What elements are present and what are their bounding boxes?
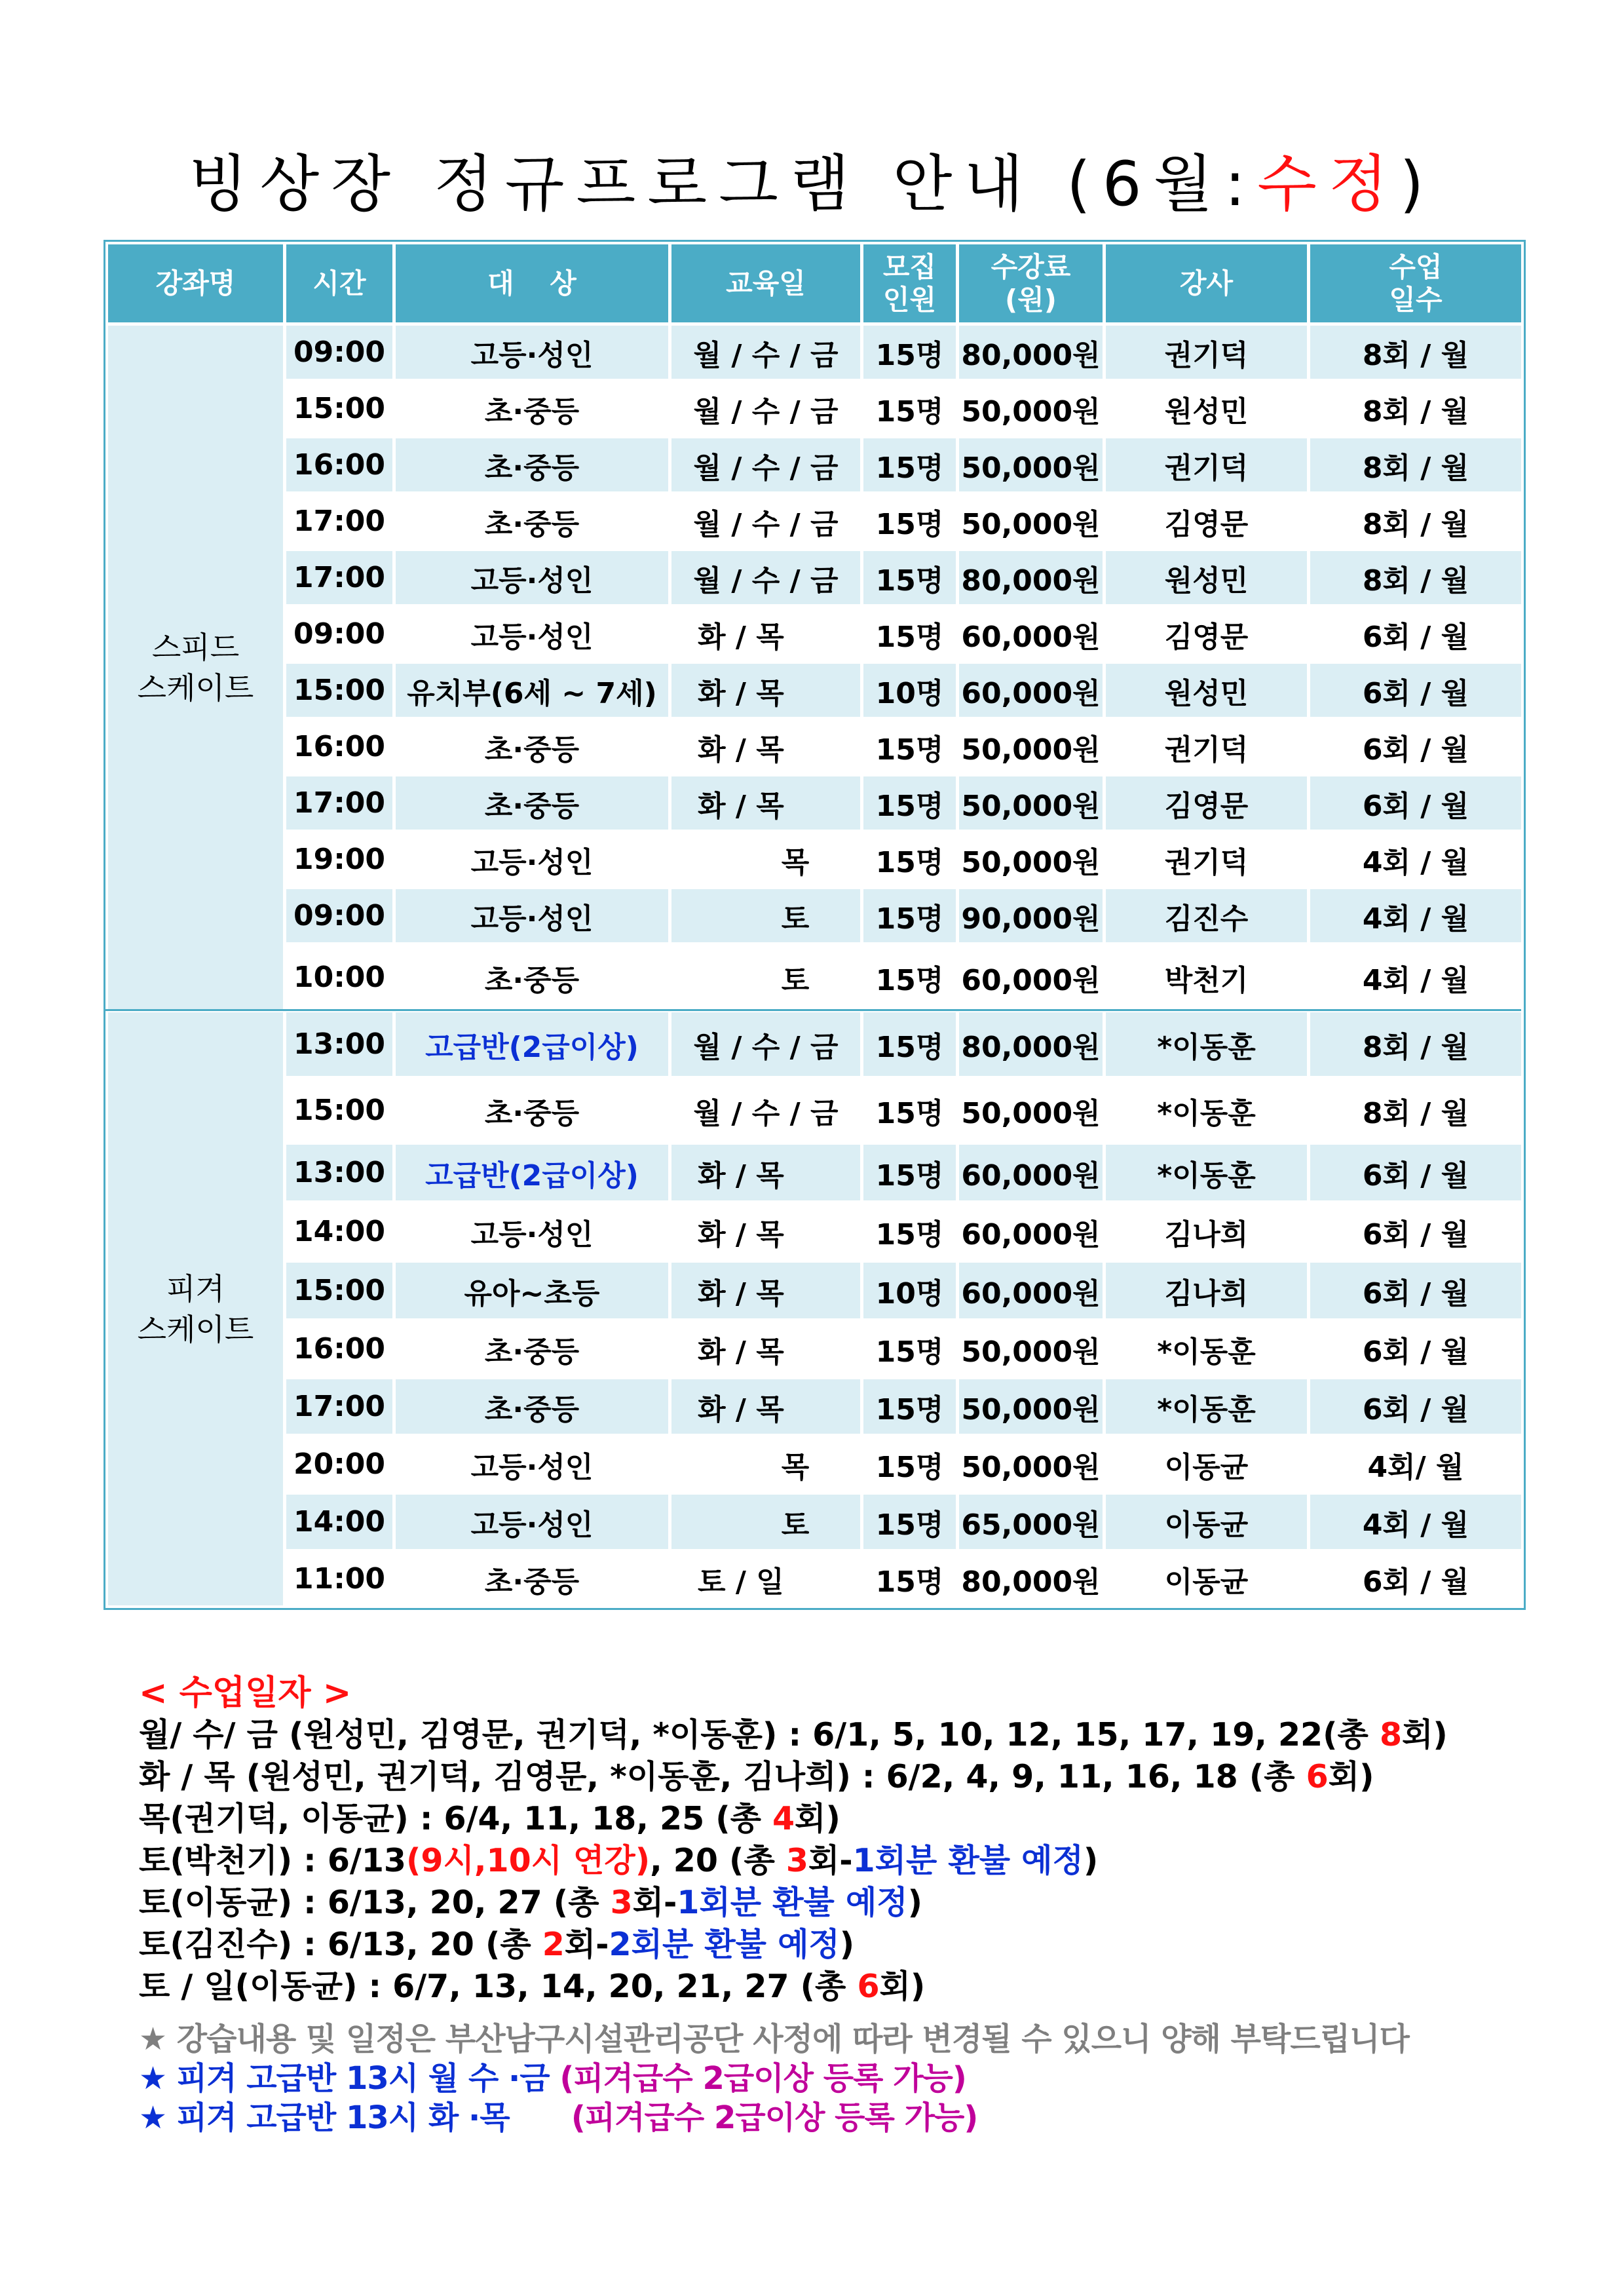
cell-instructor: 이동균 xyxy=(1105,1436,1309,1493)
cell-instructor: 김영문 xyxy=(1105,493,1309,550)
cell-capacity: 15명 xyxy=(862,888,958,944)
class-date-line xyxy=(139,1966,1580,2008)
class-date-line-segment: ) xyxy=(907,1884,922,1921)
cell-target: 고등·성인 xyxy=(394,832,670,888)
class-date-line-segment: 6 xyxy=(857,1968,880,2005)
cell-time: 10:00 xyxy=(285,944,394,1011)
header-sessions: 수업 일수 xyxy=(1309,243,1523,324)
cell-instructor: 김나희 xyxy=(1105,1202,1309,1261)
class-date-line xyxy=(139,1924,1580,1966)
cell-target: 초·중등 xyxy=(394,493,670,550)
cell-sessions: 4회 / 월 xyxy=(1309,888,1523,944)
cell-time: 17:00 xyxy=(285,550,394,606)
cell-fee: 60,000원 xyxy=(958,606,1105,662)
schedule-table xyxy=(105,241,1524,1609)
page-title xyxy=(0,134,1624,220)
table-row xyxy=(107,1143,1523,1202)
cell-capacity: 15명 xyxy=(862,1493,958,1551)
cell-sessions: 8회 / 월 xyxy=(1309,1011,1523,1078)
cell-time: 13:00 xyxy=(285,1143,394,1202)
class-date-line xyxy=(139,1840,1580,1882)
cell-days: 화 / 목 xyxy=(670,1320,862,1378)
cell-fee: 50,000원 xyxy=(958,1378,1105,1436)
cell-capacity: 15명 xyxy=(862,832,958,888)
cell-capacity: 15명 xyxy=(862,381,958,437)
cell-instructor: 권기덕 xyxy=(1105,719,1309,775)
cell-fee: 65,000원 xyxy=(958,1493,1105,1551)
table-row xyxy=(107,1493,1523,1551)
cell-days: 화 / 목 xyxy=(670,1143,862,1202)
table-row xyxy=(107,719,1523,775)
cell-capacity: 15명 xyxy=(862,606,958,662)
class-date-line-segment: 회- xyxy=(808,1842,853,1879)
cell-target: 초·중등 xyxy=(394,1378,670,1436)
class-date-line-segment: ) xyxy=(839,1926,855,1963)
cell-days: 월 / 수 / 금 xyxy=(670,550,862,606)
cell-time: 17:00 xyxy=(285,775,394,832)
cell-days: 화 / 목 xyxy=(670,775,862,832)
cell-instructor: *이동훈 xyxy=(1105,1143,1309,1202)
cell-instructor: 박천기 xyxy=(1105,944,1309,1011)
table-row xyxy=(107,493,1523,550)
header-course: 강좌명 xyxy=(107,243,285,324)
cell-sessions: 8회 / 월 xyxy=(1309,324,1523,381)
class-date-line-segment: 1회분 환불 예정 xyxy=(677,1884,908,1921)
cell-fee: 50,000원 xyxy=(958,1320,1105,1378)
cell-capacity: 15명 xyxy=(862,944,958,1011)
cell-capacity: 15명 xyxy=(862,719,958,775)
cell-sessions: 6회 / 월 xyxy=(1309,662,1523,719)
cell-capacity: 10명 xyxy=(862,662,958,719)
class-date-line-segment: 토(이동균) : 6/13, 20, 27 (총 xyxy=(139,1884,611,1921)
header-fee: 수강료 (원) xyxy=(958,243,1105,324)
footnote-line-segment: (피겨급수 2급이상 등록 가능) xyxy=(559,2060,966,2097)
cell-time: 14:00 xyxy=(285,1202,394,1261)
footnote-line xyxy=(139,2059,1580,2098)
cell-fee: 50,000원 xyxy=(958,493,1105,550)
class-date-line-segment: 회) xyxy=(1328,1758,1374,1795)
cell-capacity: 15명 xyxy=(862,1011,958,1078)
cell-target: 초·중등 xyxy=(394,944,670,1011)
class-date-line-segment: 토(김진수) : 6/13, 20 (총 xyxy=(139,1926,542,1963)
cell-instructor: *이동훈 xyxy=(1105,1078,1309,1143)
cell-sessions: 4회 / 월 xyxy=(1309,832,1523,888)
cell-sessions: 8회 / 월 xyxy=(1309,1078,1523,1143)
cell-sessions: 6회 / 월 xyxy=(1309,1202,1523,1261)
cell-capacity: 10명 xyxy=(862,1261,958,1320)
cell-target: 초·중등 xyxy=(394,719,670,775)
class-dates-notes xyxy=(139,1672,1580,2137)
footnote-line-segment: ★ 강습내용 및 일정은 부산남구시설관리공단 사정에 따라 변경될 수 있으니 양해 부탁드립니다 xyxy=(139,2021,1409,2057)
cell-instructor: 원성민 xyxy=(1105,662,1309,719)
cell-days: 화 / 목 xyxy=(670,719,862,775)
cell-instructor: 원성민 xyxy=(1105,381,1309,437)
class-date-line-segment: 4 xyxy=(772,1800,795,1837)
cell-target: 초·중등 xyxy=(394,1078,670,1143)
cell-target: 고등·성인 xyxy=(394,324,670,381)
class-date-line xyxy=(139,1798,1580,1840)
class-date-line xyxy=(139,1756,1580,1798)
cell-sessions: 6회 / 월 xyxy=(1309,719,1523,775)
title-close: ) xyxy=(1399,149,1436,220)
cell-fee: 80,000원 xyxy=(958,1551,1105,1607)
class-date-line-segment: 화 / 목 (원성민, 권기덕, 김영문, *이동훈, 김나희) : 6/2, 4, 9, 11, 16, 18 (총 xyxy=(139,1758,1306,1795)
cell-time: 16:00 xyxy=(285,1320,394,1378)
table-row xyxy=(107,775,1523,832)
cell-fee: 60,000원 xyxy=(958,1261,1105,1320)
table-row xyxy=(107,550,1523,606)
cell-sessions: 6회 / 월 xyxy=(1309,1320,1523,1378)
cell-fee: 60,000원 xyxy=(958,662,1105,719)
cell-days: 화 / 목 xyxy=(670,606,862,662)
cell-target: 고등·성인 xyxy=(394,606,670,662)
class-date-line-segment: , 20 (총 xyxy=(650,1842,786,1879)
table-row xyxy=(107,888,1523,944)
cell-target: 초·중등 xyxy=(394,381,670,437)
cell-instructor: 권기덕 xyxy=(1105,437,1309,493)
class-date-line-segment: 8 xyxy=(1379,1716,1403,1753)
cell-sessions: 4회 / 월 xyxy=(1309,944,1523,1011)
cell-target: 초·중등 xyxy=(394,1551,670,1607)
cell-capacity: 15명 xyxy=(862,1143,958,1202)
cell-time: 11:00 xyxy=(285,1551,394,1607)
table-row xyxy=(107,832,1523,888)
cell-days: 화 / 목 xyxy=(670,1202,862,1261)
cell-time: 16:00 xyxy=(285,437,394,493)
class-date-line-segment: 월/ 수/ 금 (원성민, 김영문, 권기덕, *이동훈) : 6/1, 5, 10, 12, 15, 17, 19, 22(총 xyxy=(139,1716,1380,1753)
class-date-line-segment: 회) xyxy=(795,1800,840,1837)
cell-days: 화 / 목 xyxy=(670,1378,862,1436)
cell-fee: 50,000원 xyxy=(958,1436,1105,1493)
cell-instructor: 김영문 xyxy=(1105,775,1309,832)
cell-target: 고등·성인 xyxy=(394,1493,670,1551)
cell-target: 고등·성인 xyxy=(394,1436,670,1493)
table-row xyxy=(107,944,1523,1011)
cell-sessions: 4회/ 월 xyxy=(1309,1436,1523,1493)
cell-time: 16:00 xyxy=(285,719,394,775)
cell-days: 월 / 수 / 금 xyxy=(670,1078,862,1143)
table-row xyxy=(107,1436,1523,1493)
cell-capacity: 15명 xyxy=(862,1378,958,1436)
class-date-line-segment: 회) xyxy=(879,1968,926,2005)
header-capacity: 모집 인원 xyxy=(862,243,958,324)
cell-sessions: 8회 / 월 xyxy=(1309,493,1523,550)
class-date-line-segment: ) xyxy=(1083,1842,1099,1879)
header-instructor: 강사 xyxy=(1105,243,1309,324)
cell-sessions: 6회 / 월 xyxy=(1309,1378,1523,1436)
cell-time: 15:00 xyxy=(285,1261,394,1320)
cell-capacity: 15명 xyxy=(862,324,958,381)
cell-fee: 90,000원 xyxy=(958,888,1105,944)
cell-days: 목 xyxy=(670,1436,862,1493)
cell-instructor: 김영문 xyxy=(1105,606,1309,662)
table-row xyxy=(107,437,1523,493)
section-divider xyxy=(105,1009,1521,1011)
footnote-line-segment: (피겨급수 2급이상 등록 가능) xyxy=(571,2099,978,2136)
cell-time: 15:00 xyxy=(285,662,394,719)
cell-time: 15:00 xyxy=(285,381,394,437)
cell-time: 20:00 xyxy=(285,1436,394,1493)
cell-fee: 60,000원 xyxy=(958,1202,1105,1261)
cell-time: 15:00 xyxy=(285,1078,394,1143)
class-date-line-segment: (9시,10시 연강) xyxy=(406,1842,651,1879)
table-row xyxy=(107,381,1523,437)
cell-time: 09:00 xyxy=(285,324,394,381)
table-row xyxy=(107,606,1523,662)
cell-days: 토 xyxy=(670,1493,862,1551)
cell-days: 월 / 수 / 금 xyxy=(670,1011,862,1078)
cell-instructor: *이동훈 xyxy=(1105,1011,1309,1078)
class-date-line-segment: 목(권기덕, 이동균) : 6/4, 11, 18, 25 (총 xyxy=(139,1800,773,1837)
class-date-line-segment: 2 xyxy=(542,1926,565,1963)
class-date-line-segment: 1회분 환불 예정 xyxy=(852,1842,1084,1879)
cell-fee: 50,000원 xyxy=(958,775,1105,832)
table-row xyxy=(107,1078,1523,1143)
class-date-line-segment: 토 / 일(이동균) : 6/7, 13, 14, 20, 21, 27 (총 xyxy=(139,1968,858,2005)
cell-sessions: 6회 / 월 xyxy=(1309,775,1523,832)
footnote-line xyxy=(139,2019,1580,2059)
cell-days: 월 / 수 / 금 xyxy=(670,493,862,550)
title-highlight: 수정 xyxy=(1257,149,1400,220)
cell-capacity: 15명 xyxy=(862,1551,958,1607)
cell-time: 17:00 xyxy=(285,493,394,550)
title-main: 빙상장 정규프로그램 안내 (6월: xyxy=(188,149,1258,220)
cell-days: 월 / 수 / 금 xyxy=(670,437,862,493)
cell-instructor: *이동훈 xyxy=(1105,1378,1309,1436)
header-days: 교육일 xyxy=(670,243,862,324)
cell-capacity: 15명 xyxy=(862,1078,958,1143)
table-row xyxy=(107,1011,1523,1078)
cell-time: 09:00 xyxy=(285,888,394,944)
cell-sessions: 4회 / 월 xyxy=(1309,1493,1523,1551)
cell-instructor: 김나희 xyxy=(1105,1261,1309,1320)
table-row xyxy=(107,1378,1523,1436)
cell-capacity: 15명 xyxy=(862,775,958,832)
cell-time: 13:00 xyxy=(285,1011,394,1078)
cell-instructor: *이동훈 xyxy=(1105,1320,1309,1378)
cell-time: 14:00 xyxy=(285,1493,394,1551)
cell-instructor: 권기덕 xyxy=(1105,832,1309,888)
class-date-line-segment: 회- xyxy=(632,1884,677,1921)
cell-target: 초·중등 xyxy=(394,775,670,832)
class-date-line-segment: 회) xyxy=(1402,1716,1448,1753)
cell-days: 토 xyxy=(670,944,862,1011)
cell-target: 유아~초등 xyxy=(394,1261,670,1320)
cell-target: 고등·성인 xyxy=(394,550,670,606)
cell-fee: 50,000원 xyxy=(958,719,1105,775)
cell-days: 월 / 수 / 금 xyxy=(670,381,862,437)
header-target: 대 상 xyxy=(394,243,670,324)
table-row xyxy=(107,1202,1523,1261)
cell-capacity: 15명 xyxy=(862,437,958,493)
cell-capacity: 15명 xyxy=(862,493,958,550)
cell-days: 화 / 목 xyxy=(670,662,862,719)
cell-fee: 50,000원 xyxy=(958,437,1105,493)
footnote-line xyxy=(139,2098,1580,2137)
cell-instructor: 이동균 xyxy=(1105,1493,1309,1551)
cell-fee: 60,000원 xyxy=(958,1143,1105,1202)
cell-fee: 50,000원 xyxy=(958,381,1105,437)
cell-sessions: 8회 / 월 xyxy=(1309,437,1523,493)
table-row xyxy=(107,662,1523,719)
cell-capacity: 15명 xyxy=(862,1436,958,1493)
cell-days: 목 xyxy=(670,832,862,888)
cell-capacity: 15명 xyxy=(862,550,958,606)
cell-instructor: 원성민 xyxy=(1105,550,1309,606)
cell-target: 고등·성인 xyxy=(394,1202,670,1261)
cell-sessions: 6회 / 월 xyxy=(1309,1143,1523,1202)
cell-fee: 50,000원 xyxy=(958,1078,1105,1143)
cell-days: 토 xyxy=(670,888,862,944)
table-row xyxy=(107,1261,1523,1320)
class-date-line-segment: 3 xyxy=(610,1884,633,1921)
cell-time: 17:00 xyxy=(285,1378,394,1436)
cell-target: 초·중등 xyxy=(394,1320,670,1378)
cell-sessions: 8회 / 월 xyxy=(1309,381,1523,437)
cell-target: 초·중등 xyxy=(394,437,670,493)
cell-target: 유치부(6세 ~ 7세) xyxy=(394,662,670,719)
table-row xyxy=(107,1551,1523,1607)
cell-target: 고급반(2급이상) xyxy=(394,1011,670,1078)
cell-time: 09:00 xyxy=(285,606,394,662)
cell-sessions: 6회 / 월 xyxy=(1309,606,1523,662)
cell-time: 19:00 xyxy=(285,832,394,888)
class-date-line-segment: 6 xyxy=(1306,1758,1329,1795)
cell-target: 고등·성인 xyxy=(394,888,670,944)
cell-fee: 50,000원 xyxy=(958,832,1105,888)
table-row xyxy=(107,1320,1523,1378)
cell-instructor: 이동균 xyxy=(1105,1551,1309,1607)
cell-fee: 80,000원 xyxy=(958,1011,1105,1078)
class-dates-heading: < 수업일자 > xyxy=(139,1674,352,1713)
header-time: 시간 xyxy=(285,243,394,324)
cell-target: 고급반(2급이상) xyxy=(394,1143,670,1202)
cell-instructor: 권기덕 xyxy=(1105,324,1309,381)
section-name: 스피드 스케이트 xyxy=(107,324,285,1011)
class-date-line xyxy=(139,1714,1580,1756)
cell-sessions: 6회 / 월 xyxy=(1309,1551,1523,1607)
cell-days: 토 / 일 xyxy=(670,1551,862,1607)
section-name: 피겨 스케이트 xyxy=(107,1011,285,1607)
class-date-line-segment: 회- xyxy=(564,1926,609,1963)
class-date-line-segment: 토(박천기) : 6/13 xyxy=(139,1842,407,1879)
cell-fee: 60,000원 xyxy=(958,944,1105,1011)
footnote-line-segment: ★ 피겨 고급반 13시 화 ·목 xyxy=(139,2099,571,2136)
cell-fee: 80,000원 xyxy=(958,550,1105,606)
cell-capacity: 15명 xyxy=(862,1320,958,1378)
footnote-line-segment: ★ 피겨 고급반 13시 월 수 ·금 xyxy=(139,2060,560,2097)
class-date-line-segment: 2회분 환불 예정 xyxy=(609,1926,840,1963)
cell-fee: 80,000원 xyxy=(958,324,1105,381)
cell-instructor: 김진수 xyxy=(1105,888,1309,944)
table-row xyxy=(107,324,1523,381)
cell-sessions: 6회 / 월 xyxy=(1309,1261,1523,1320)
class-date-line-segment: 3 xyxy=(785,1842,808,1879)
cell-days: 월 / 수 / 금 xyxy=(670,324,862,381)
class-date-line xyxy=(139,1882,1580,1924)
cell-capacity: 15명 xyxy=(862,1202,958,1261)
cell-sessions: 8회 / 월 xyxy=(1309,550,1523,606)
cell-days: 화 / 목 xyxy=(670,1261,862,1320)
header-row xyxy=(107,243,1523,324)
